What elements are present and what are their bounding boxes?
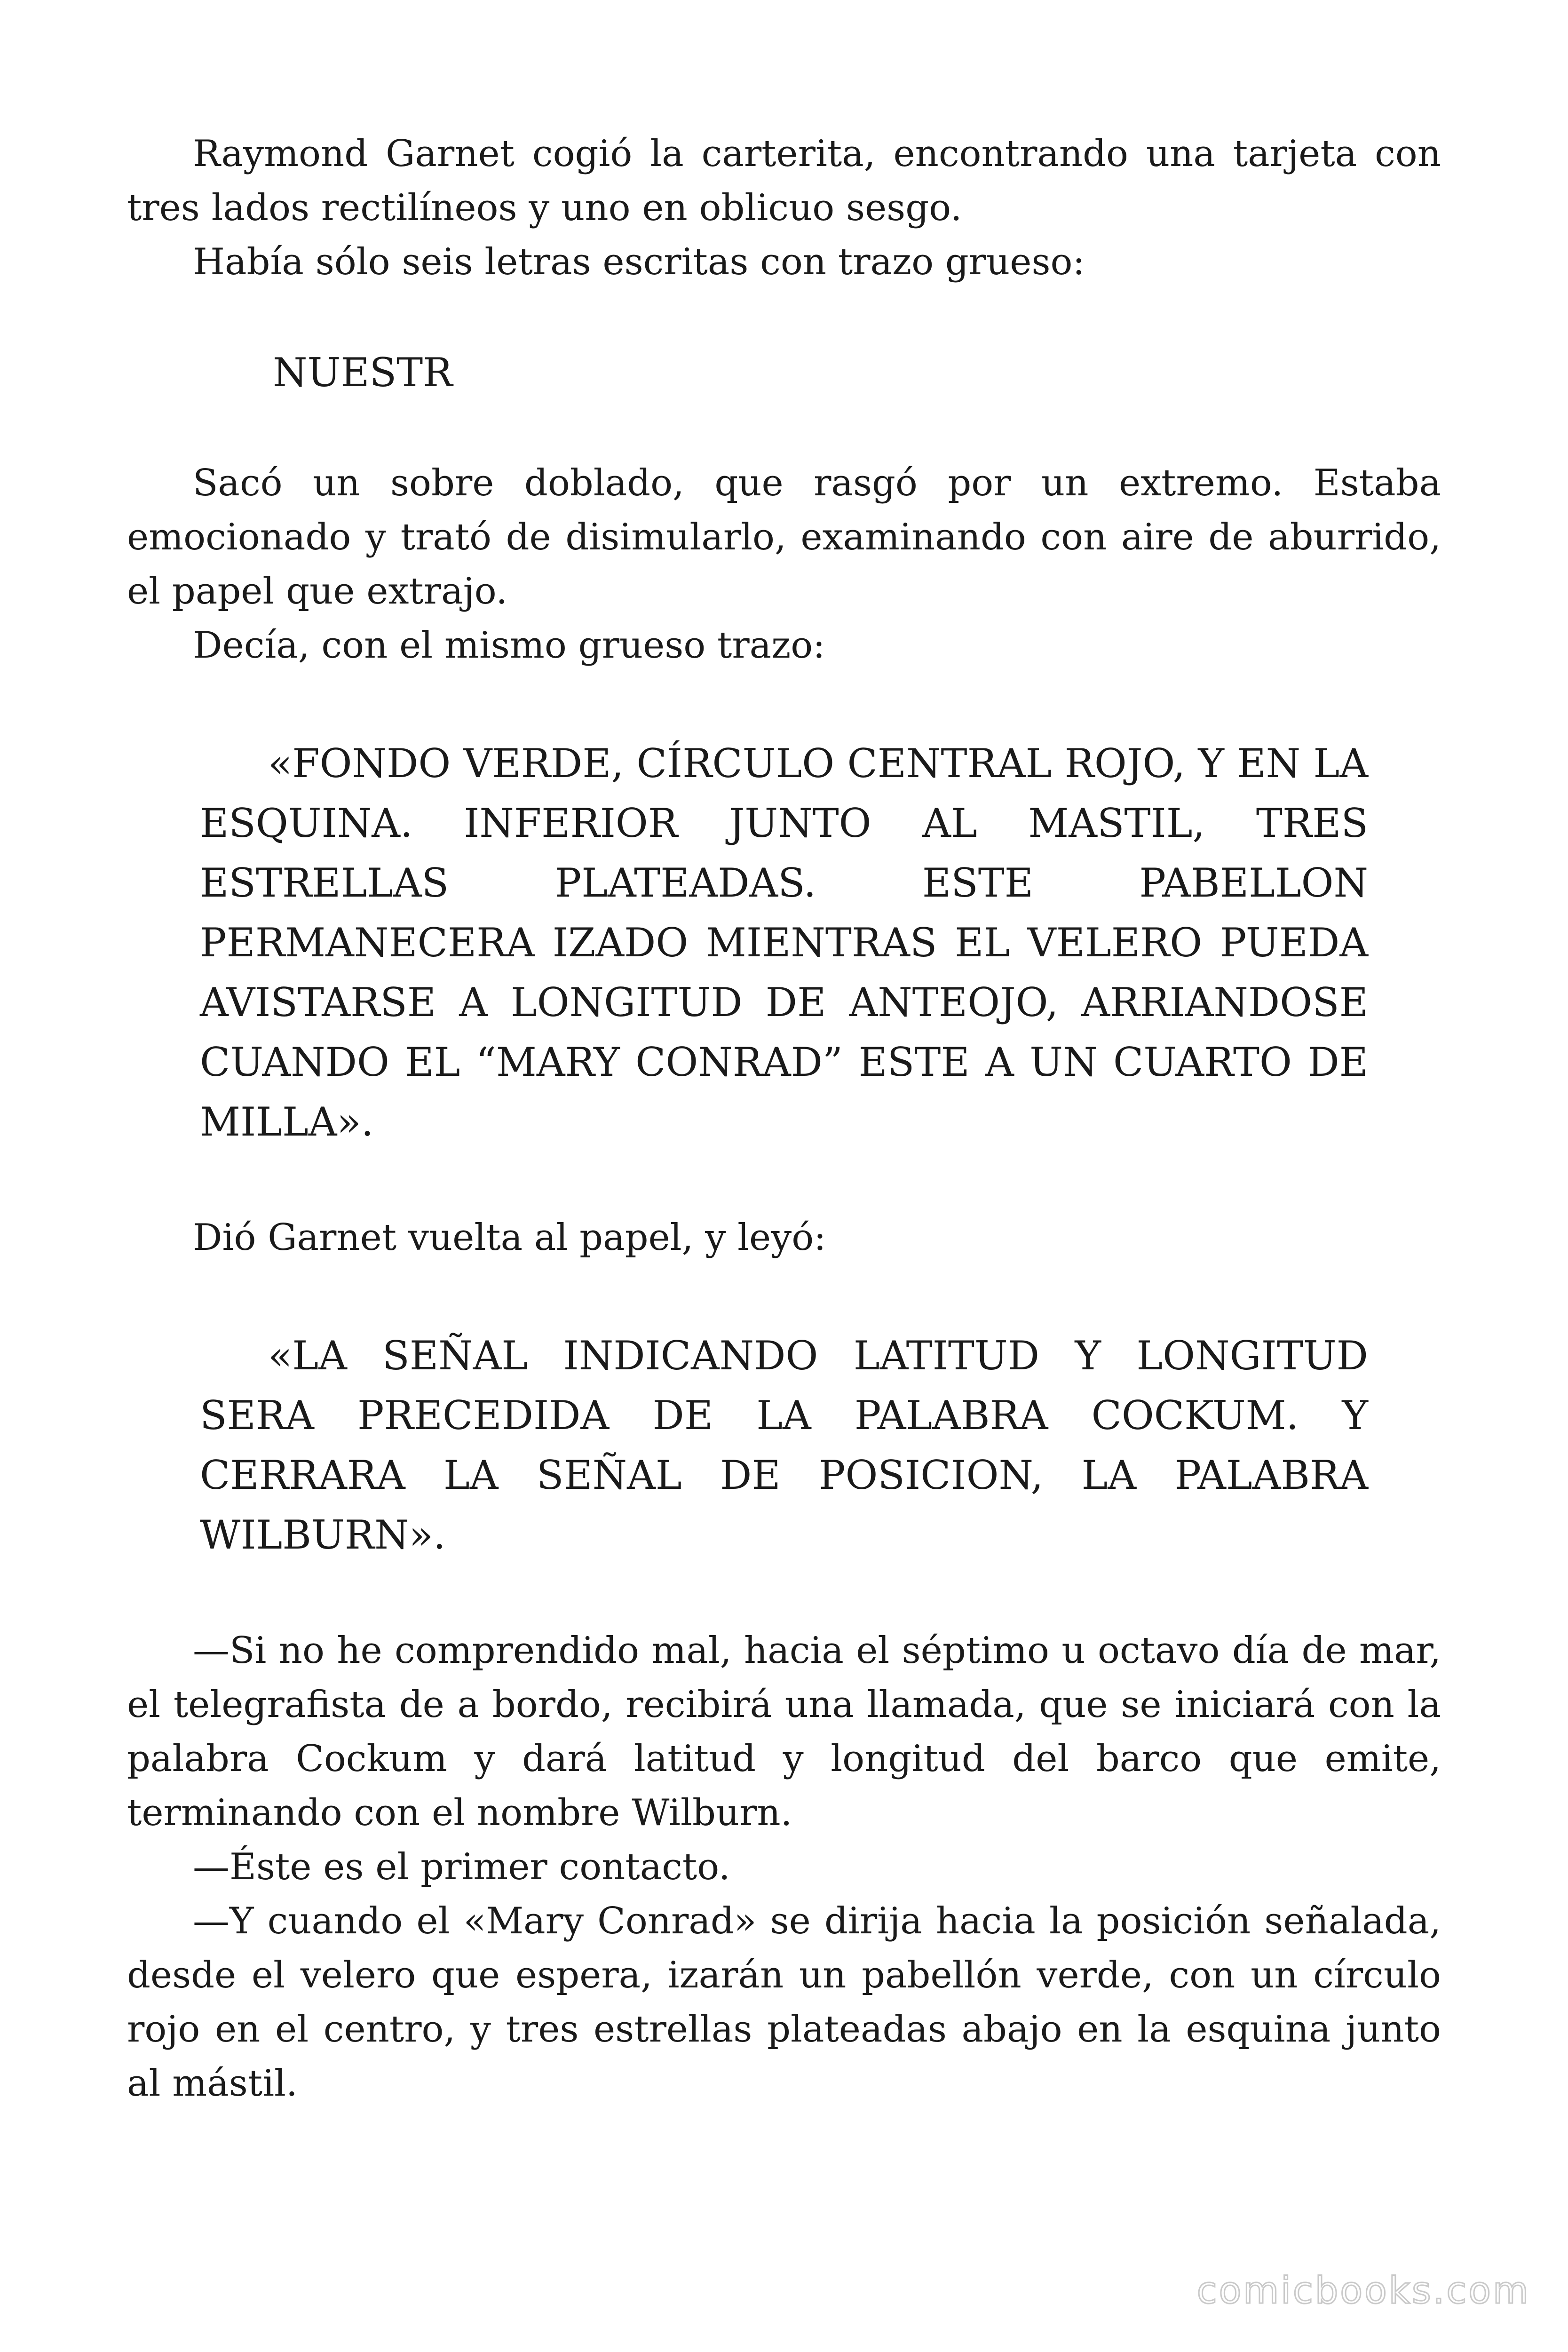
paragraph-card-found: Raymond Garnet cogió la carterita, encontrando una tarjeta con tres lados rectilíneos y uno en oblicuo sesgo. (127, 133, 1441, 229)
dialogue-line-2: —Éste es el primer contacto. (193, 1846, 730, 1888)
paragraph-said: Decía, con el mismo grueso trazo: (193, 624, 825, 667)
paragraph-turned-paper: Dió Garnet vuelta al papel, y leyó: (193, 1216, 826, 1259)
quote-signal-instructions: «LA SEÑAL INDICANDO LATITUD Y LONGITUD SERA PRECEDIDA DE LA PALABRA COCKUM. Y CERRARA LA SEÑAL DE POSICION, LA PALABRA WILBURN». (200, 1333, 1368, 1558)
dialogue-line-3: —Y cuando el «Mary Conrad» se dirija hacia la posición señalada, desde el velero que espera, izarán un pabellón verde, con un círculo rojo en el centro, y tres estrellas plateadas abajo en la esquina junto al mástil. (127, 1900, 1441, 2105)
watermark: comicbooks.com (1196, 2270, 1530, 2312)
page-body (127, 127, 1441, 2111)
quote-flag-instructions: «FONDO VERDE, CÍRCULO CENTRAL ROJO, Y EN LA ESQUINA. INFERIOR JUNTO AL MASTIL, TRES ESTRELLAS PLATEADAS. ESTE PABELLON PERMANECERA IZADO MIENTRAS EL VELERO PUEDA AVISTARSE A LONGITUD DE ANTEOJO, ARRIANDOSE CUANDO EL “MARY CONRAD” ESTE A UN CUARTO DE MILLA». (200, 740, 1368, 1145)
dialogue-line-1: —Si no he comprendido mal, hacia el séptimo u octavo día de mar, el telegrafista de a bordo, recibirá una llamada, que se iniciará con la palabra Cockum y dará latitud y longitud del barco que emite, terminando con el nombre Wilburn. (127, 1629, 1441, 1834)
paragraph-envelope: Sacó un sobre doblado, que rasgó por un extremo. Estaba emocionado y trató de disimularlo, examinando con aire de aburrido, el papel que extrajo. (127, 462, 1441, 612)
card-letters: NUESTR (273, 350, 453, 396)
paragraph-six-letters: Había sólo seis letras escritas con trazo grueso: (193, 241, 1085, 283)
